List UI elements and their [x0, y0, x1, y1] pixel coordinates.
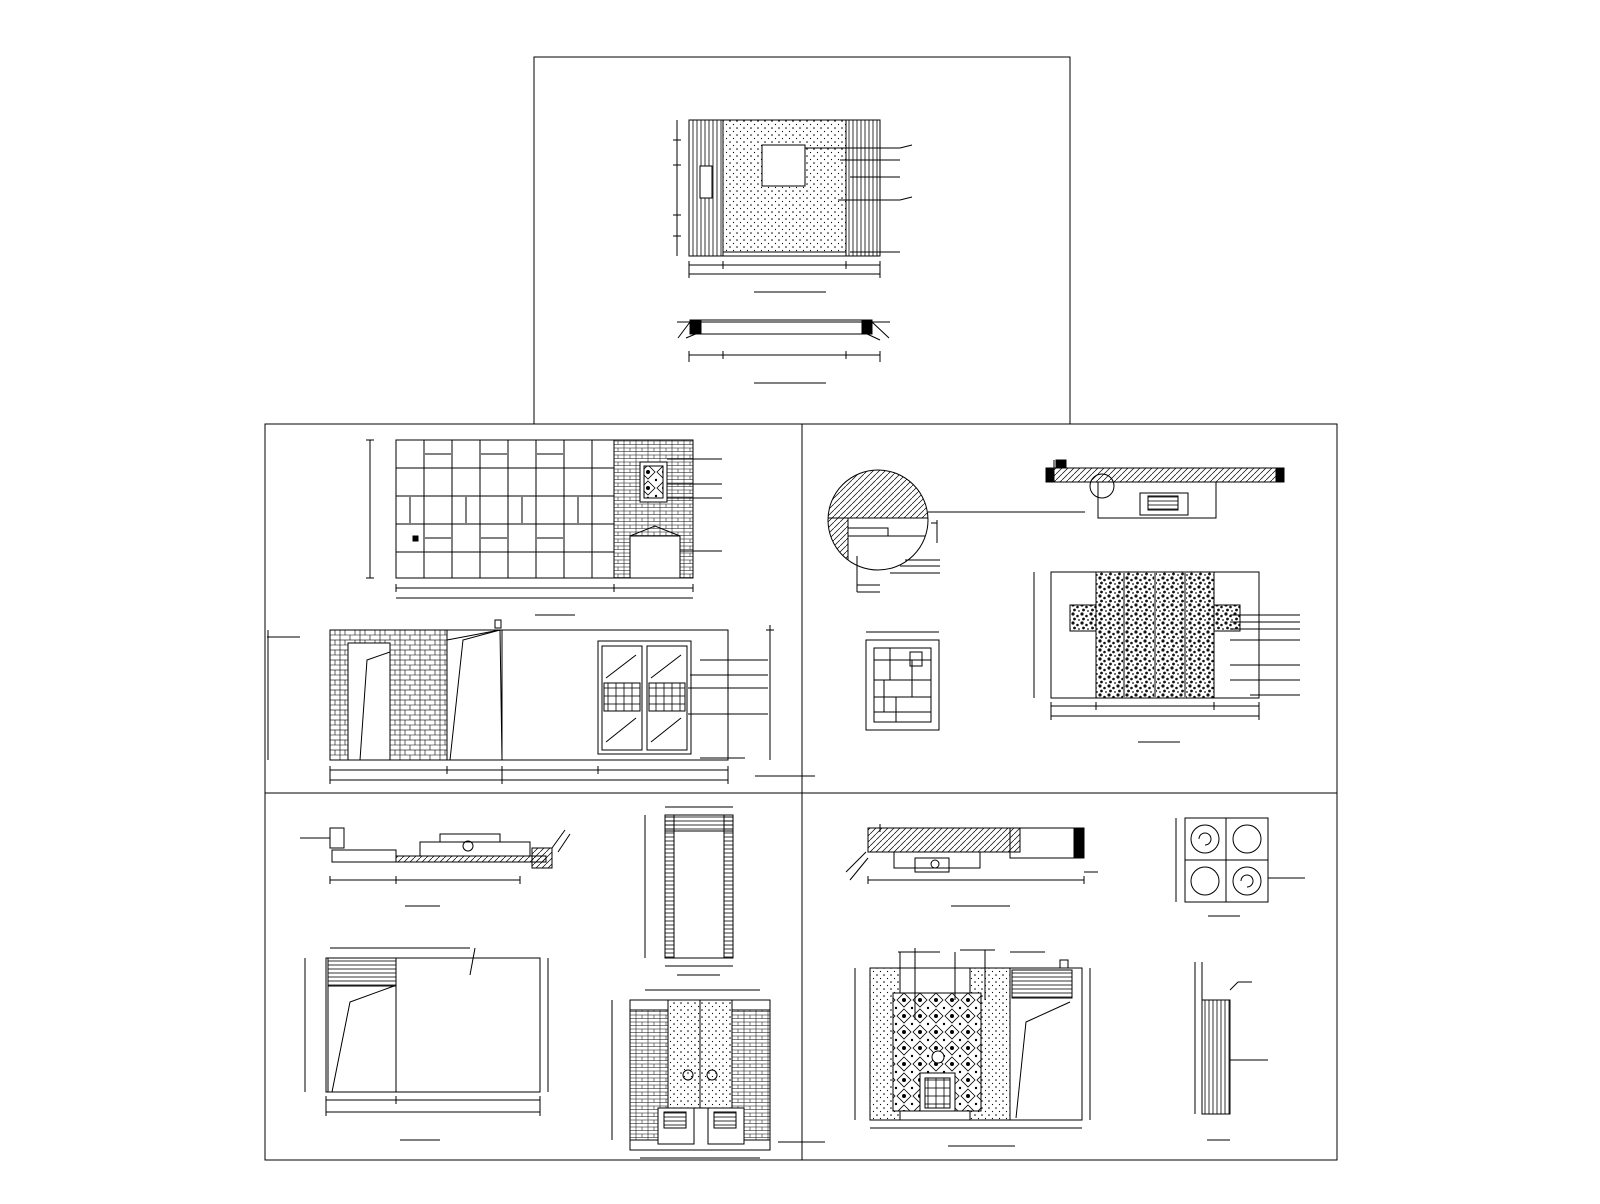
lower-left-door-elevation	[305, 948, 548, 1140]
lower-left-plan	[300, 828, 570, 906]
ceiling-section	[1046, 460, 1284, 518]
wash-basin-elevation	[612, 990, 825, 1158]
tall-panel-elevation	[645, 807, 733, 975]
top-elevation	[673, 120, 912, 292]
diamond-tile-wall	[855, 948, 1090, 1146]
speckle-panel-elevation	[1034, 572, 1300, 742]
top-plan	[677, 320, 890, 383]
middle-lower-frame	[265, 424, 1337, 1160]
narrow-striped-panel	[1195, 962, 1268, 1140]
four-circle-tile	[1176, 818, 1305, 916]
lattice-panel	[866, 632, 939, 730]
door-wall-elevation	[267, 620, 815, 784]
tile-wall-elevation	[366, 440, 722, 615]
lower-right-plan	[846, 824, 1098, 906]
detail-circle	[820, 470, 1085, 592]
